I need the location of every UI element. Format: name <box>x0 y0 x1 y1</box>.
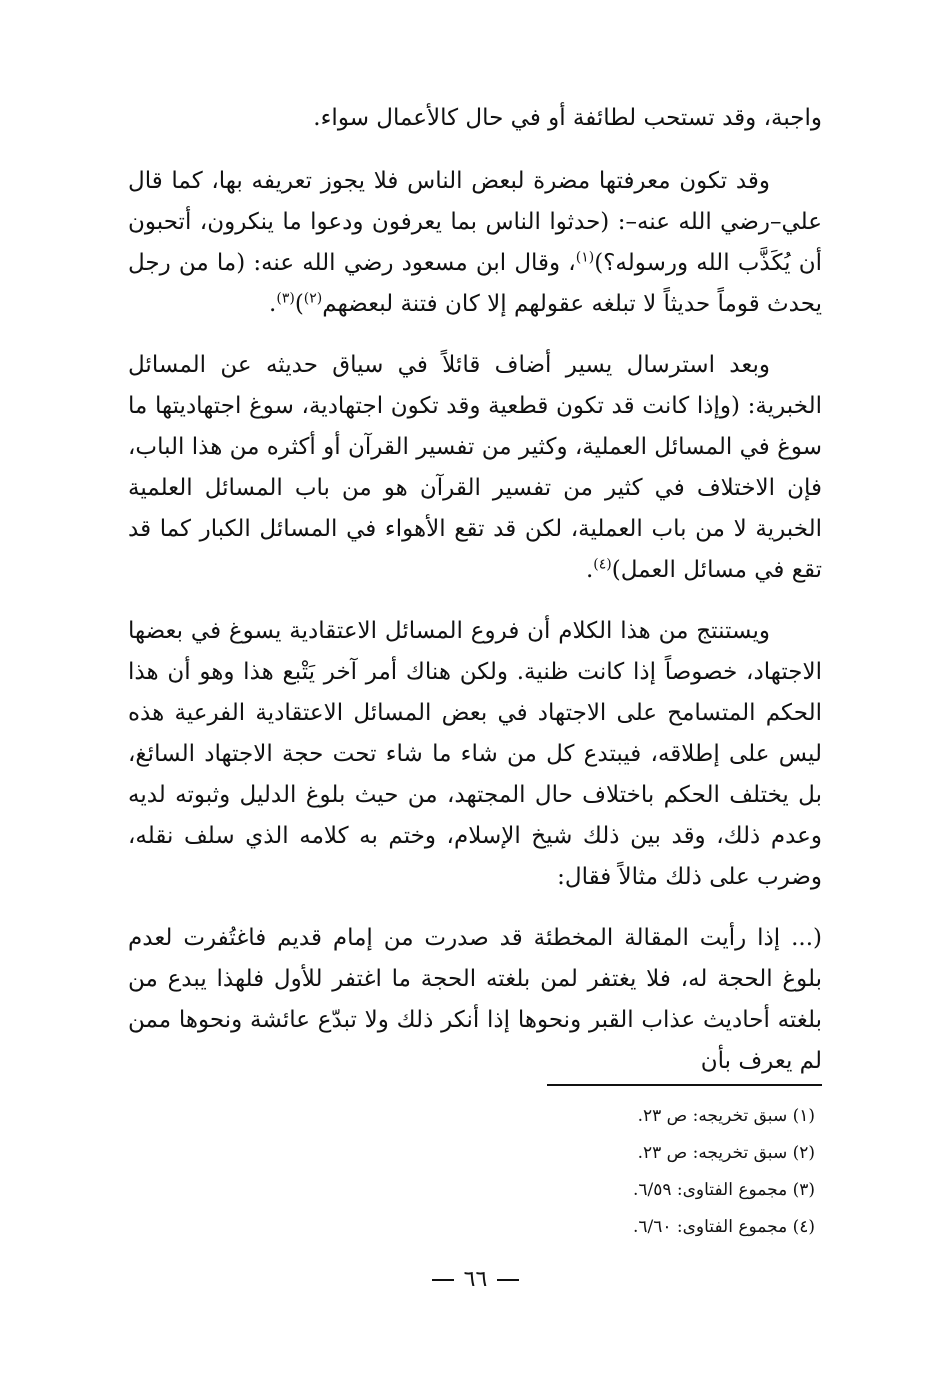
paragraph-2-text-mid: ، وقال ابن مسعود رضي الله عنه: (ما من رجل يحدث قوماً حديثاً لا تبلغه عقولهم إلا كان فتنة لبعضهم <box>128 250 822 317</box>
footnote-ref-4: (٤) <box>593 556 612 573</box>
footnote-ref-3: (٣) <box>276 290 295 307</box>
paragraph-3 <box>128 345 822 591</box>
paragraph-2-text: وقد تكون معرفتها مضرة لبعض الناس فلا يجوز تعريفه بها، كما قال علي–رضي الله عنه–: (حدثوا الناس بما يعرفون ودعوا ما ينكرون، أتحبون أن يُكَذَّب الله ورسوله؟) <box>128 168 822 276</box>
page-number-text: ٦٦ <box>463 1267 488 1292</box>
footnote-3: (٣) مجموع الفتاوى: ٦/٥٩. <box>632 1180 815 1200</box>
footnote-ref-2: (٢) <box>303 290 323 307</box>
body-text <box>128 98 822 1102</box>
paragraph-1 <box>128 98 822 139</box>
footnote-4: (٤) مجموع الفتاوى: ٦/٦٠. <box>632 1217 815 1237</box>
paragraph-2-close: ) <box>294 291 304 317</box>
paragraph-4-text: ويستنتج من هذا الكلام أن فروع المسائل الاعتقادية يسوغ في بعضها الاجتهاد، خصوصاً إذا كانت ظنية. ولكن هناك أمر آخر يَتْبع هذا وهو أن هذا الحكم المتسامح على الاجتهاد في بعض المسائل الاعتقادية الفرعية هذه ليس على إطلاقه، فيبتدع كل من شاء ما شاء تحت حجة الاجتهاد السائغ، بل يختلف الحكم باختلاف حال المجتهد، من حيث بلوغ الدليل وثبوته لديه وعدم ذلك، وقد بين ذلك شيخ الإسلام، وختم به كلامه الذي سلف نقله، وضرب على ذلك مثالاً فقال: <box>128 618 822 890</box>
page-number <box>0 1267 951 1292</box>
paragraph-2-dot: . <box>269 291 277 317</box>
paragraph-5-text: (... إذا رأيت المقالة المخطئة قد صدرت من إمام قديم فاغتُفرت لعدم بلوغ الحجة له، فلا يغتفر لمن بلغته الحجة ما اغتفر للأول فلهذا يبدع من بلغته أحاديث عذاب القبر ونحوها إذا أنكر ذلك ولا تبدّع عائشة ونحوها ممن لم يعرف بأن <box>128 925 822 1074</box>
footnote-ref-1: (١) <box>575 249 595 266</box>
paragraph-5 <box>128 918 822 1082</box>
paragraph-3-text: وبعد استرسال يسير أضاف قائلاً في سياق حديثه عن المسائل الخبرية: (وإذا كانت قد تكون قطعية وقد تكون اجتهادية، سوغ اجتهاديتها ما سوغ في المسائل العملية، وكثير من تفسير القرآن أو أكثره من هذا الباب، فإن الاختلاف في كثير من تفسير القرآن هو من باب المسائل العلمية الخبرية لا من باب العملية، لكن قد تقع الأهواء في المسائل الكبار كما قد تقع في مسائل العمل) <box>128 352 822 583</box>
footnote-1: (١) سبق تخريجه: ص ٢٣. <box>637 1106 815 1126</box>
paragraph-4 <box>128 611 822 898</box>
footnote-divider <box>547 1084 822 1086</box>
page-number-dash-right <box>497 1279 519 1281</box>
paragraph-1-text: واجبة، وقد تستحب لطائفة أو في حال كالأعمال سواء. <box>313 105 822 131</box>
paragraph-3-dot: . <box>585 557 594 583</box>
footnotes <box>415 1098 815 1246</box>
page-number-dash-left <box>432 1279 454 1281</box>
paragraph-2 <box>128 161 822 325</box>
footnote-2: (٢) سبق تخريجه: ص ٢٣. <box>637 1143 815 1163</box>
